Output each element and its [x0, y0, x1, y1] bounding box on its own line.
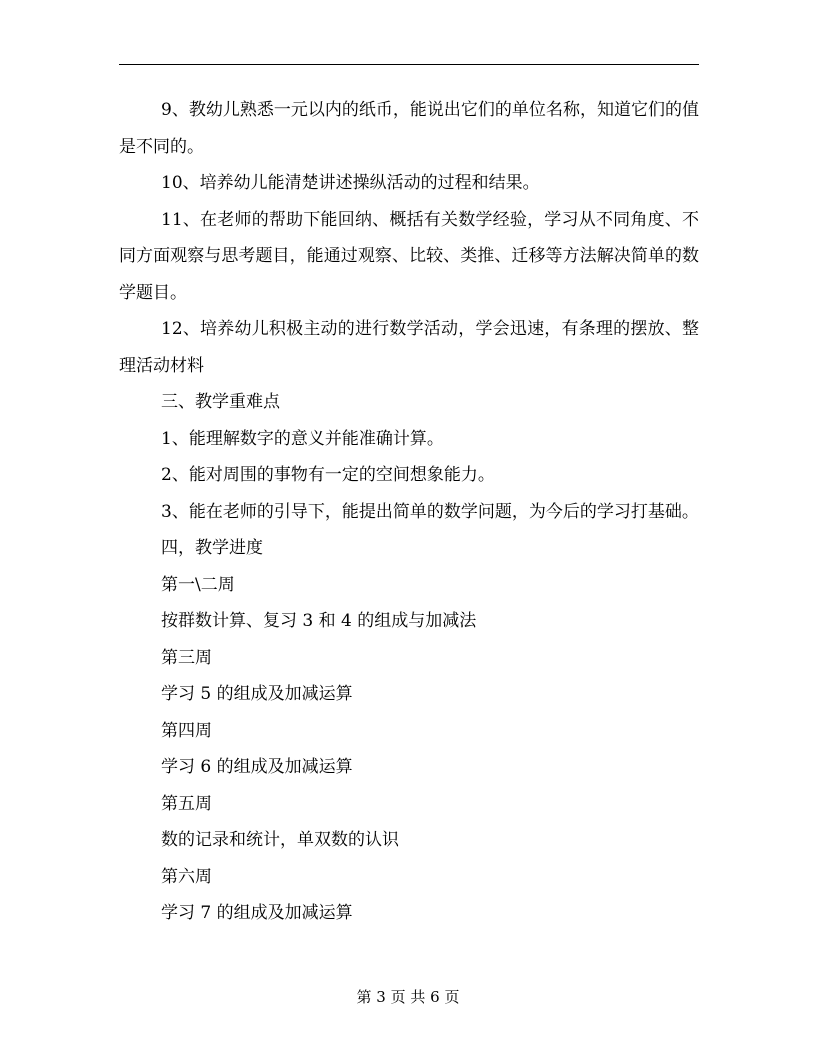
page-number-footer: 第 3 页 共 6 页: [356, 988, 460, 1006]
paragraph-9-currency: 9、教幼儿熟悉一元以内的纸币，能说出它们的单位名称，知道它们的值是不同的。: [119, 100, 699, 157]
paragraph-11-observation: 11、在老师的帮助下能回纳、概括有关数学经验，学习从不同角度、不同方面观察与思考题目，能通过观察、比较、类推、迁移等方法解决简单的数学题目。: [119, 209, 699, 303]
schedule-week-content: 学习 6 的组成及加减运算: [161, 757, 353, 777]
schedule-week-content: 学习 7 的组成及加减运算: [161, 903, 353, 923]
section-heading-key-points: 三、教学重难点: [161, 392, 280, 412]
paragraph-12-materials: 12、培养幼儿积极主动的进行数学活动，学会迅速，有条理的摆放、整理活动材料: [119, 319, 699, 376]
schedule-week-label: 第四周: [161, 720, 212, 741]
key-point-3: 3、能在老师的引导下，能提出简单的数学问题，为今后的学习打基础。: [161, 501, 699, 522]
schedule-week-label: 第一\二周: [161, 574, 235, 595]
header-rule: [119, 64, 699, 65]
key-point-1: 1、能理解数字的意义并能准确计算。: [161, 428, 444, 449]
document-body: [119, 92, 699, 932]
schedule-week-label: 第三周: [161, 647, 212, 668]
paragraph-10-narration: 10、培养幼儿能清楚讲述操纵活动的过程和结果。: [161, 173, 540, 193]
schedule-week-label: 第六周: [161, 866, 212, 887]
schedule-week-content: 按群数计算、复习 3 和 4 的组成与加减法: [161, 611, 477, 631]
schedule-week-label: 第五周: [161, 793, 212, 814]
schedule-week-content: 学习 5 的组成及加减运算: [161, 684, 353, 704]
key-point-2: 2、能对周围的事物有一定的空间想象能力。: [161, 465, 495, 485]
section-heading-schedule: 四，教学进度: [161, 538, 263, 558]
schedule-week-content: 数的记录和统计，单双数的认识: [161, 830, 399, 850]
